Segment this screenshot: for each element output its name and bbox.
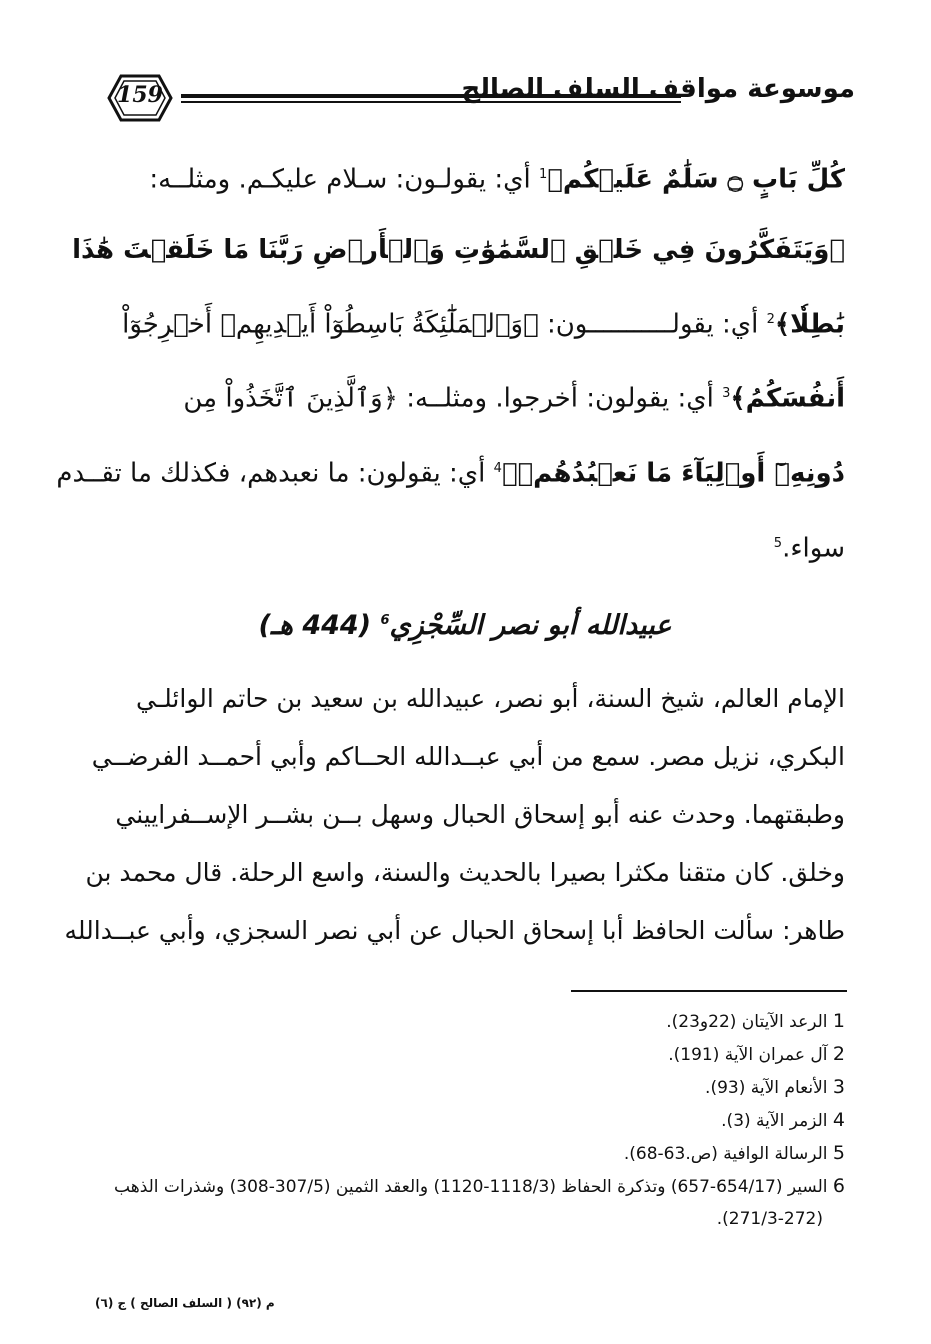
footnote: 5 الرسالة الوافية (ص.63-68).: [623, 1142, 845, 1164]
footnote-ref: 3: [722, 386, 731, 402]
footnote: 1 الرعد الآيتان (22و23).: [666, 1010, 845, 1032]
page-number-badge: [103, 72, 177, 124]
footnote-continuation: (271/3-272).: [716, 1209, 823, 1229]
section-heading: [200, 610, 730, 641]
footnote: 2 آل عمران الآية (191).: [668, 1043, 845, 1065]
text-line: كُلِّ بَابٍ ۝ سَلَٰمٌ عَلَيۡكُم﴾$^1$ أي: يقولـون: سـلام عليكـم. ومثلــه:: [149, 164, 845, 195]
paragraph-biography: [64, 670, 845, 960]
text-line: البكري، نزيل مصر. سمع من أبي عبــدالله الحــاكم وأبي أحمــد الفرضــي: [91, 742, 845, 771]
footnotes: [103, 1005, 845, 1235]
text-line: وخلق. كان متقنا مكثرا بصيرا بالحديث والسنة، واسع الرحلة. قال محمد بن: [85, 858, 845, 887]
heading-year: (444 هـ): [258, 610, 381, 641]
page-number: 159: [117, 82, 163, 108]
footnote-ref: 5: [773, 535, 783, 551]
series-title: موسوعة مواقف السلف الصالح: [461, 74, 855, 104]
text-line: وطبقتهما. وحدث عنه أبو إسحاق الحبال وسهل بــن بشــر الإســفراييني: [115, 800, 845, 829]
footnote-ref: 6: [380, 613, 390, 628]
text-line: أَنفُسَكُمُ﴾$^3$ أي: يقولون: أخرجوا. ومثلــه: ﴿وَٱلَّذِينَ ٱتَّخَذُواْ مِن: [183, 383, 845, 414]
footnote: 4 الزمر الآية (3).: [721, 1109, 845, 1131]
footnote-ref: 1: [539, 167, 548, 182]
footnote-separator: [571, 990, 847, 992]
text-line: الإمام العالم، شيخ السنة، أبو نصر، عبيدالله بن سعيد بن حاتم الوائلـي: [135, 684, 845, 713]
running-header: [95, 68, 855, 130]
text-line: سواء.$^5$: [773, 533, 845, 564]
text-line: دُونِهِۦٓ أَوۡلِيَآءَ مَا نَعۡبُدُهُمۡ﴾$^4$ أي: يقولون: ما نعبدهم، فكذلك ما تقــدم: [56, 458, 845, 489]
footnote-ref: 4: [493, 460, 502, 476]
footnote: 3 الأنعام الآية (93).: [705, 1076, 845, 1098]
text-line: طاهر: سألت الحافظ أبا إسحاق الحبال عن أبي نصر السجزي، وأبي عبــدالله: [64, 916, 845, 945]
footnote-ref: 2: [766, 311, 775, 327]
text-line: ﴿وَيَتَفَكَّرُونَ فِي خَلۡقِ ٱلسَّمَٰوَٰتِ وَٱلۡأَرۡضِ رَبَّنَا مَا خَلَقۡتَ هَٰذَا: [72, 234, 845, 265]
paragraph-quran-examples: [56, 140, 845, 583]
text-line: بَٰطِلٗا﴾$^2$ أي: يقولـــــــــــون: ﴿وَٱلۡمَلَٰٓئِكَةُ بَاسِطُوٓاْ أَيۡدِيهِمۡ أَخۡرِجُوٓاْ: [122, 309, 845, 340]
footnote: 6 السير (654/17-657) وتذكرة الحفاظ (1118/3-1120) والعقد الثمين (307/5-308) وشذرات الذهب: [114, 1175, 845, 1197]
heading-name: عبيدالله أبو نصر السِّجْزِي: [389, 610, 672, 641]
printer-signature: م (٩٢) ( السلف الصالح ) ج (٦): [95, 1296, 275, 1310]
